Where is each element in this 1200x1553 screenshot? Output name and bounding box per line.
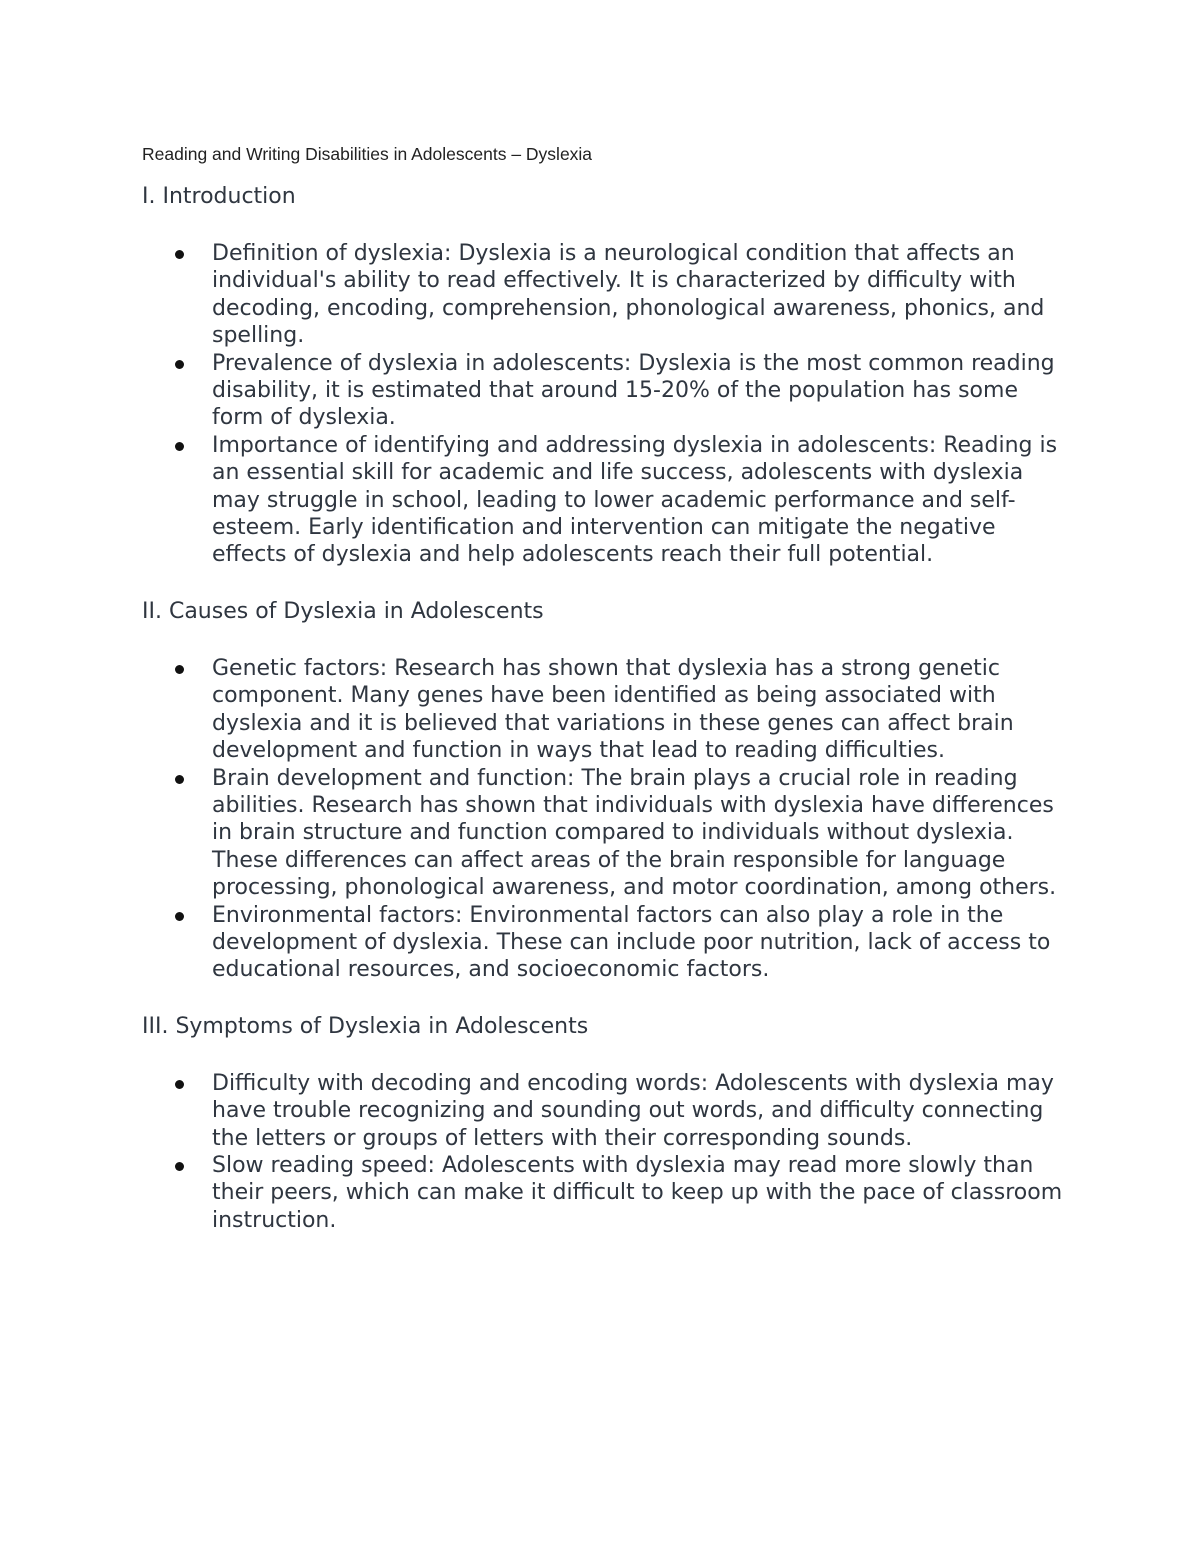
section-symptoms	[142, 1013, 1072, 1234]
list-item	[142, 655, 1072, 765]
document-title: Reading and Writing Disabilities in Adolescents – Dyslexia	[142, 144, 593, 164]
section-introduction	[142, 183, 1072, 569]
bullet-list	[142, 240, 1072, 569]
section-heading: III. Symptoms of Dyslexia in Adolescents	[142, 1013, 589, 1039]
list-item-text: Environmental factors: Environmental factors can also play a role in the development of dyslexia. These can include poor nutrition, lack of access to educational resources, and socioeconomic factors.	[212, 902, 1051, 983]
list-item	[142, 240, 1072, 350]
list-item-text: Brain development and function: The brain plays a crucial role in reading abilities. Research has shown that individuals with dyslexia have differences in brain structure and function compared to individuals without dyslexia. These differences can affect areas of the brain responsible for language processing, phonological awareness, and motor coordination, among others.	[212, 765, 1057, 901]
list-item	[142, 1152, 1072, 1234]
bullet-icon	[175, 360, 184, 369]
bullet-icon	[175, 1162, 184, 1171]
bullet-icon	[175, 250, 184, 259]
list-item	[142, 765, 1072, 902]
section-heading: I. Introduction	[142, 184, 296, 209]
list-item-text: Definition of dyslexia: Dyslexia is a neurological condition that affects an individual's ability to read effectively. It is characterized by difficulty with decoding, encoding, comprehension, phonological awareness, phonics, and spelling.	[212, 241, 1045, 349]
list-item-text: Prevalence of dyslexia in adolescents: Dyslexia is the most common reading disability, it is estimated that around 15-20% of the population has some form of dyslexia.	[212, 350, 1055, 431]
list-item-text: Importance of identifying and addressing dyslexia in adolescents: Reading is an essential skill for academic and life success, adolescents with dyslexia may struggle in school, leading to lower academic performance and self-esteem. Early identification and intervention can mitigate the negative effects of dyslexia and help adolescents reach their full potential.	[212, 432, 1058, 568]
document-body	[142, 183, 1072, 1263]
list-item-text: Genetic factors: Research has shown that dyslexia has a strong genetic component. Many genes have been identified as being associated with dyslexia and it is believed that variations in these genes can affect brain development and function in ways that lead to reading difficulties.	[212, 655, 1014, 764]
bullet-icon	[175, 1080, 184, 1089]
bullet-icon	[175, 775, 184, 784]
section-causes	[142, 598, 1072, 984]
list-item-text: Slow reading speed: Adolescents with dyslexia may read more slowly than their peers, which can make it difficult to keep up with the pace of classroom instruction.	[212, 1152, 1063, 1233]
list-item	[142, 350, 1072, 432]
list-item	[142, 432, 1072, 569]
bullet-icon	[175, 442, 184, 451]
bullet-icon	[175, 912, 184, 921]
list-item	[142, 902, 1072, 984]
bullet-icon	[175, 665, 184, 674]
list-item	[142, 1070, 1072, 1152]
bullet-list	[142, 1070, 1072, 1234]
bullet-list	[142, 655, 1072, 984]
section-heading: II. Causes of Dyslexia in Adolescents	[142, 598, 544, 624]
list-item-text: Difficulty with decoding and encoding words: Adolescents with dyslexia may have trouble recognizing and sounding out words, and difficulty connecting the letters or groups of letters with their corresponding sounds.	[212, 1070, 1054, 1151]
